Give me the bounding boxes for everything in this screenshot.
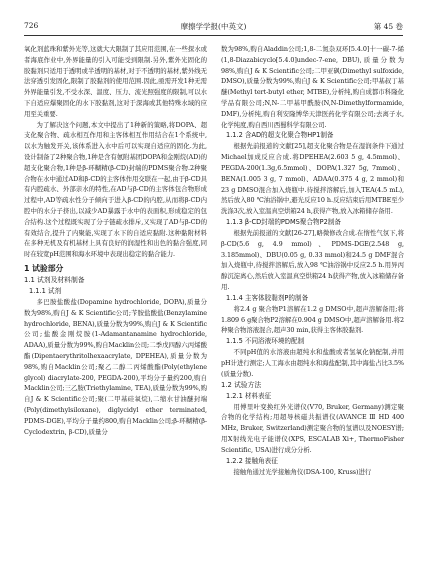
subsubsection-heading: 1.1.5 不同浴液环境的配制 bbox=[226, 337, 305, 346]
journal-title: 摩擦学学报(中英文) bbox=[180, 22, 247, 31]
paragraph: 数为98%,购自Aladdin公司;1,8-二氮杂双环[5.4.0]十一碳-7-烯(1,8-Diazabicyclo[5.4.0]undec-7-ene, DBU),质量分数为98%,购自J & K Scientific公司;二甲亚砜(Dimethyl sulfoxide, DMSO),质量分数为99%,购自J & K Scientific公司;甲基叔丁基醚(Methyl tert-butyl ether, MTBE),分析纯,购自成都市科隆化学品有限公司;N,N-二甲基甲酰胺(N,N-Dimethylformamide, DMF),分析纯,购自利安隆博华天津医药化学有限公司;去离子水,化学纯度,购自西川西蜀科学有限公司. bbox=[221, 45, 404, 129]
subsubsection-heading: 1.2.2 接触角表征 bbox=[226, 456, 278, 465]
paragraph: 为了解决这个问题,本文中提出了1种新的策略,将DOPA、超支化聚合物、疏水相互作用和主客体相互作用结合在1个系统中,以水为触发开关,该体系进入水中后可以实现自适应的固化.为此,设计制备了2种聚合物,1种是含有氨附基团DOPA和金刚烷(AD)的超支化聚合物,1种是β-环糊精(β-CD)封端的PDMS聚合物.2种聚合物在水中通过AD和β-CD的主客体作用交联在一起,由于β-CD具有内腔疏水、外部亲水的特性,在AD与β-CD的主客体包合物形成过程中,AD等疏水性分子倾向于进入β-CD的内腔,从而将β-CD内腔中的水分子挤出,以减少AD暴露于水中的表面积,形成稳定的包合结构.这个过程既实现了分子链疏水排斥,又实现了AD与β-CD的有效结合,提升了内聚能,实现了水下的自适应黏附.这种黏附材料在多种无机及有机基材上具有良好的润湿性和出色的黏合强度,同时在较宽pH范围和海水环境中表现出稳定的黏合能力. bbox=[24, 120, 207, 259]
paragraph: 接触角通过光学接触角仪(DSA-100, Kruss)进行 bbox=[233, 467, 372, 476]
paragraph: 多巴胺盐酸盐(Dopamine hydrochloride, DOPA),质量分数为98%,购自J & K Scientific公司;苄胺盐酸盐(Benzylamine hydrochloride, BENA),质量分数为99%,购自J & K Scientific公司;盐酸金刚烷胺(1-Adamantanamine hydrochloride, ADAA),质量分数为99%,购自Macklin公司;二季戊四醇六丙烯酸酯(Dipentaerythritolhexaacrylate, DPEHEA),质量分数为98%,购自Macklin公司;聚乙二醇二丙烯酸酯(Poly(ethylene glycol) diacrylate-200, PEGDA-200),平均分子量约200,购自Macklin公司;三乙胺(Triethylamine, TEA),质量分数为99%,购自J & K Scientific公司;聚(二甲基硅氧烷),二缩水甘油醚封端(Poly(dimethylsiloxane), diglycidyl ether terminated, PDMS-DGE),平均分子量约800,购自Macklin公司;β-环糊精(β-Cyclodextrin, β-CD),质量分 bbox=[24, 297, 207, 436]
subsection-heading: 1.2 试验方法 bbox=[221, 380, 262, 389]
subsubsection-heading: 1.1.2 含AD的超支化聚合物HP1制备 bbox=[226, 131, 334, 140]
subsection-heading: 1.1 试剂及材料制备 bbox=[24, 275, 85, 284]
paragraph: 用傅里叶变换红外光谱仪(V70, Bruker, Germany)测定聚合物的化学结构;用超导核磁共振谱仪(AVANCE Ⅲ HD 400 MHz, Bruker, Switzerland)测定聚合物的氢谱以及NOESY谱;用X射线光电子能谱仪(XPS, ESCALAB Xi+, ThermoFisher Scientific, USA)进行成分分析. bbox=[221, 402, 404, 454]
subsubsection-heading: 1.1.4 主客体胶黏剂P的制备 bbox=[226, 293, 309, 302]
paragraph: 不同pH值的水溶液由超纯水和盐酸或者氢氧化钠配制,并用pH计进行测定;人工海水由超纯水和海盐配制,其中海盐占比3.5%(质量分数). bbox=[221, 348, 404, 378]
paragraph: 氧化剂蓝珠和紫外光等,这就大大限制了其应用范围,在一些探水或者海底作业中,外界能量的引入可能受到限制.另外,紫外光固化的胶黏剂只适用于透明或半透明的基材,对于不透明的基材,紫外线无法穿透引发固化,限制了胶黏剂的使用范围.因此,亟需开发1种无需外界能量引发,不受水深、温度、压力、流光照强度的限制,可以水下自适应爆聚固化的水下胶黏剂,这对于深海或其他特殊水域的应用至关重要. bbox=[24, 45, 207, 118]
volume-label: 第 45 卷 bbox=[373, 22, 403, 31]
header-rule bbox=[24, 35, 403, 36]
paragraph: 将2.4 g 聚合物P1溶解在1.2 g DMSO中,超声溶解备用;将1.809 6 g聚合物P2溶解在0.904 g DMSO中,超声溶解备用.将2种聚合物溶液混合,超声30 min,获得主客体胶黏剂. bbox=[221, 304, 404, 335]
page-number: 726 bbox=[24, 21, 39, 30]
paragraph: 根据先前报道的文献[25],超支化聚合物是在湿润条件下通过Michael加成反应合成.将DPEHEA(2.603 5 g, 4.5mmol)、PEGDA-200(1.3g,6.5mmol)、DOPA(1.327 5g, 7mmol)、BENA(1.005 3 g, 7 mmol)、ADAA(0.375 4 g, 2 mmol)和23 g DMSO混合加入烧瓶中.待搅拌溶解后,加入TEA(4.5 mL),然后放入80 ℃油浴锅中,避光反应10 h.反应结束后用MTBE至少洗涤3次,放入室温真空烘箱24 h,获得产物,放入冰箱储存备用. bbox=[221, 142, 404, 216]
subsubsection-heading: 1.1.1 试剂 bbox=[29, 286, 62, 295]
left-column bbox=[24, 44, 207, 437]
page-header bbox=[24, 21, 403, 35]
subsubsection-heading: 1.2.1 材料表征 bbox=[226, 391, 272, 400]
section-heading: 1 试验部分 bbox=[24, 263, 64, 273]
subsubsection-heading: 1.1.3 β-CD封端的PDMS聚合物P2制备 bbox=[226, 217, 341, 226]
right-column bbox=[221, 44, 404, 477]
paragraph: 根据先前报道的文献[26-27],略微修改合成.在惰性气氛下,将β-CD(5.6 g, 4.9 mmol)、PDMS-DGE(2.548 g, 3.185mmol)、DBU(0.05 g, 0.33 mmol)和24.5 g DMF混合加入烧瓶中,待搅拌溶解后,放入98 ℃油浴锅中反应2.5 h.用异丙醇沉淀离心,然后放入室温真空烘箱24 h获得产物,放入冰箱储存备用. bbox=[221, 228, 404, 291]
